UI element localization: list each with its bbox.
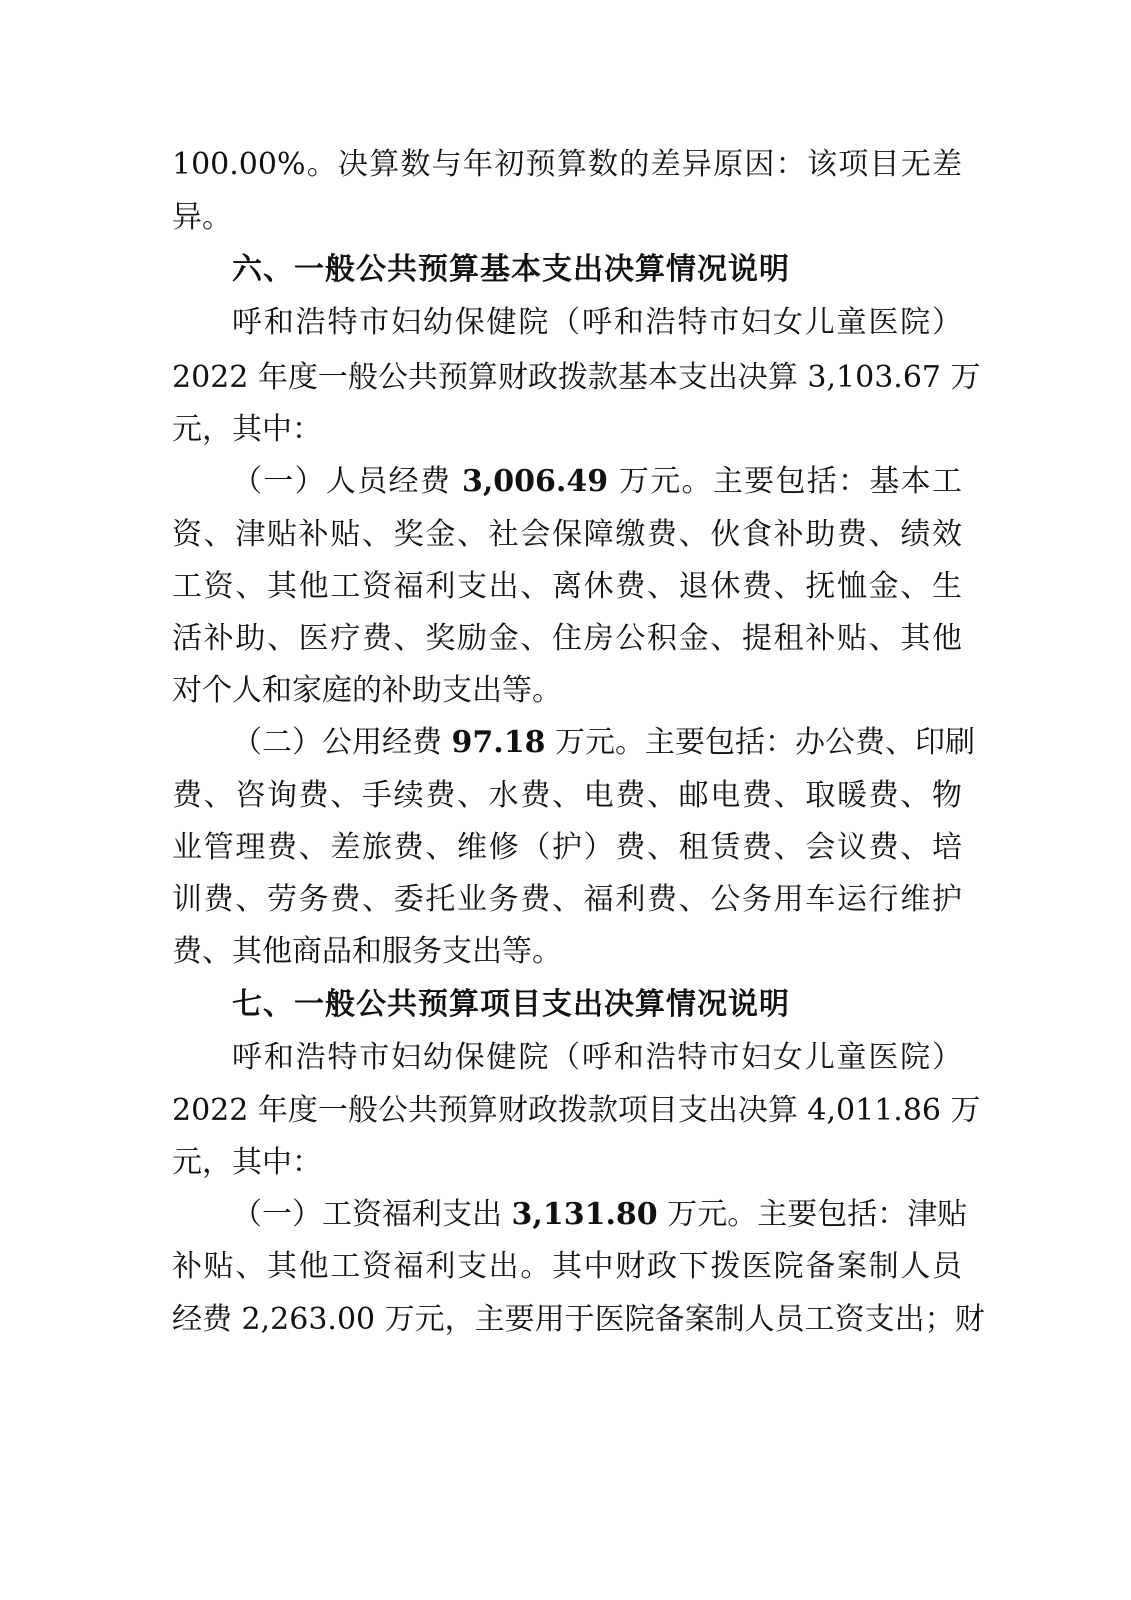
paragraph-line: 100.00%。决算数与年初预算数的差异原因：该项目无差	[172, 147, 962, 182]
paragraph-line: 元，其中：	[172, 412, 322, 447]
paragraph-line: 费、咨询费、手续费、水费、电费、邮电费、取暖费、物	[172, 778, 962, 813]
section-heading-6: 六、一般公共预算基本支出决算情况说明	[232, 252, 790, 287]
subsection-personnel-expense	[232, 457, 962, 507]
subsection-text: 万元。主要包括：办公费、印刷	[545, 725, 976, 760]
paragraph-line: 经费 2,263.00 万元，主要用于医院备案制人员工资支出；财	[172, 1302, 985, 1337]
subsection-label: （一）工资福利支出	[232, 1197, 512, 1232]
paragraph-line: 呼和浩特市妇幼保健院（呼和浩特市妇女儿童医院）	[232, 1040, 962, 1075]
paragraph-line: 元，其中：	[172, 1145, 322, 1180]
amount-value: 3,006.49	[461, 464, 609, 499]
paragraph-line: 呼和浩特市妇幼保健院（呼和浩特市妇女儿童医院）	[232, 305, 962, 340]
paragraph-line: 业管理费、差旅费、维修（护）费、租赁费、会议费、培	[172, 830, 962, 865]
subsection-label: （一）人员经费	[232, 464, 462, 499]
subsection-text: 万元。主要包括：基本工	[608, 464, 962, 499]
subsection-salary-welfare	[232, 1190, 968, 1240]
paragraph-line: 资、津贴补贴、奖金、社会保障缴费、伙食补助费、绩效	[172, 517, 962, 552]
amount-value: 3,131.80	[511, 1197, 658, 1232]
paragraph-line: 异。	[172, 200, 232, 235]
paragraph-line: 2022 年度一般公共预算财政拨款基本支出决算 3,103.67 万	[172, 360, 981, 395]
paragraph-line: 对个人和家庭的补助支出等。	[172, 673, 562, 708]
amount-value: 97.18	[451, 725, 546, 760]
paragraph-line: 训费、劳务费、委托业务费、福利费、公务用车运行维护	[172, 882, 962, 917]
section-heading-7: 七、一般公共预算项目支出决算情况说明	[232, 987, 790, 1022]
subsection-label: （二）公用经费	[232, 725, 452, 760]
paragraph-line: 费、其他商品和服务支出等。	[172, 934, 562, 969]
paragraph-line: 活补助、医疗费、奖励金、住房公积金、提租补贴、其他	[172, 621, 962, 656]
paragraph-line: 工资、其他工资福利支出、离休费、退休费、抚恤金、生	[172, 569, 962, 604]
subsection-text: 万元。主要包括：津贴	[657, 1197, 968, 1232]
paragraph-line: 补贴、其他工资福利支出。其中财政下拨医院备案制人员	[172, 1249, 962, 1284]
subsection-public-expense	[232, 718, 976, 768]
paragraph-line: 2022 年度一般公共预算财政拨款项目支出决算 4,011.86 万	[172, 1093, 981, 1128]
